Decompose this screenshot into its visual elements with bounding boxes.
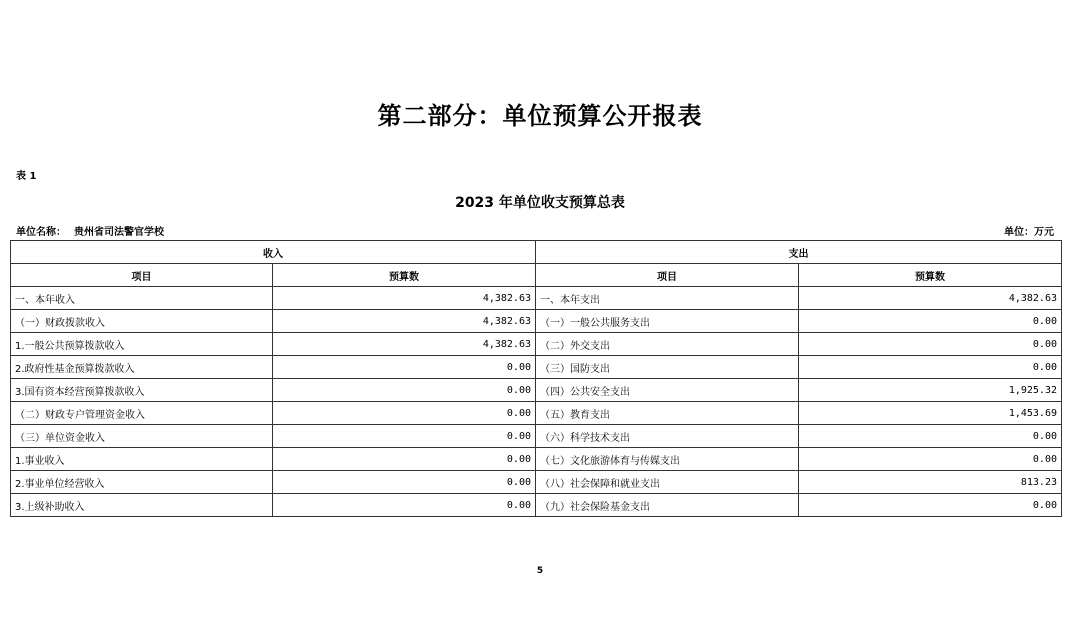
expense-value-cell: 1,925.32: [799, 379, 1062, 402]
expense-item-header: 项目: [536, 264, 799, 287]
expense-value-cell: 813.23: [799, 471, 1062, 494]
income-header: 收入: [11, 241, 536, 264]
income-item-cell: 1.一般公共预算拨款收入: [11, 333, 273, 356]
table-row: [11, 287, 1062, 310]
expense-budget-header: 预算数: [799, 264, 1062, 287]
table-row: [11, 379, 1062, 402]
income-item-cell: 一、本年收入: [11, 287, 273, 310]
income-item-cell: 2.政府性基金预算拨款收入: [11, 356, 273, 379]
table-group-header-row: [11, 241, 1062, 264]
expense-value-cell: 0.00: [799, 333, 1062, 356]
expense-item-cell: 一、本年支出: [536, 287, 799, 310]
income-value-cell: 0.00: [273, 494, 536, 517]
table-title: 2023 年单位收支预算总表: [455, 195, 625, 211]
table-number: 表 1: [16, 171, 37, 182]
expense-item-cell: （六）科学技术支出: [536, 425, 799, 448]
table-row: [11, 448, 1062, 471]
expense-value-cell: 0.00: [799, 494, 1062, 517]
income-item-cell: 3.国有资本经营预算拨款收入: [11, 379, 273, 402]
table-row: [11, 356, 1062, 379]
expense-value-cell: 0.00: [799, 356, 1062, 379]
expense-header: 支出: [536, 241, 1062, 264]
budget-summary-table: [10, 240, 1062, 517]
expense-item-cell: （四）公共安全支出: [536, 379, 799, 402]
income-value-cell: 0.00: [273, 425, 536, 448]
expense-item-cell: （九）社会保险基金支出: [536, 494, 799, 517]
table-row: [11, 425, 1062, 448]
income-value-cell: 4,382.63: [273, 310, 536, 333]
income-value-cell: 4,382.63: [273, 287, 536, 310]
expense-item-cell: （二）外交支出: [536, 333, 799, 356]
expense-item-cell: （三）国防支出: [536, 356, 799, 379]
table-row: [11, 310, 1062, 333]
expense-item-cell: （五）教育支出: [536, 402, 799, 425]
income-value-cell: 0.00: [273, 379, 536, 402]
page-number: 5: [536, 566, 544, 576]
income-item-cell: 3.上级补助收入: [11, 494, 273, 517]
expense-value-cell: 4,382.63: [799, 287, 1062, 310]
expense-value-cell: 0.00: [799, 448, 1062, 471]
expense-item-cell: （七）文化旅游体育与传媒支出: [536, 448, 799, 471]
income-value-cell: 0.00: [273, 448, 536, 471]
expense-value-cell: 1,453.69: [799, 402, 1062, 425]
income-item-cell: 2.事业单位经营收入: [11, 471, 273, 494]
currency-unit: 单位：万元: [1004, 227, 1054, 238]
table-row: [11, 402, 1062, 425]
income-value-cell: 0.00: [273, 356, 536, 379]
income-item-cell: （三）单位资金收入: [11, 425, 273, 448]
table-row: [11, 333, 1062, 356]
income-item-cell: （二）财政专户管理资金收入: [11, 402, 273, 425]
unit-name-value: 贵州省司法警官学校: [74, 227, 164, 238]
income-value-cell: 4,382.63: [273, 333, 536, 356]
income-budget-header: 预算数: [273, 264, 536, 287]
table-row: [11, 494, 1062, 517]
expense-value-cell: 0.00: [799, 425, 1062, 448]
table-row: [11, 471, 1062, 494]
income-item-header: 项目: [11, 264, 273, 287]
unit-name-line: [16, 223, 164, 238]
expense-item-cell: （八）社会保障和就业支出: [536, 471, 799, 494]
income-item-cell: 1.事业收入: [11, 448, 273, 471]
income-value-cell: 0.00: [273, 402, 536, 425]
table-column-header-row: [11, 264, 1062, 287]
page-title: 第二部分：单位预算公开报表: [377, 102, 703, 130]
income-value-cell: 0.00: [273, 471, 536, 494]
unit-name-label: 单位名称：: [16, 227, 66, 238]
expense-value-cell: 0.00: [799, 310, 1062, 333]
expense-item-cell: （一）一般公共服务支出: [536, 310, 799, 333]
income-item-cell: （一）财政拨款收入: [11, 310, 273, 333]
